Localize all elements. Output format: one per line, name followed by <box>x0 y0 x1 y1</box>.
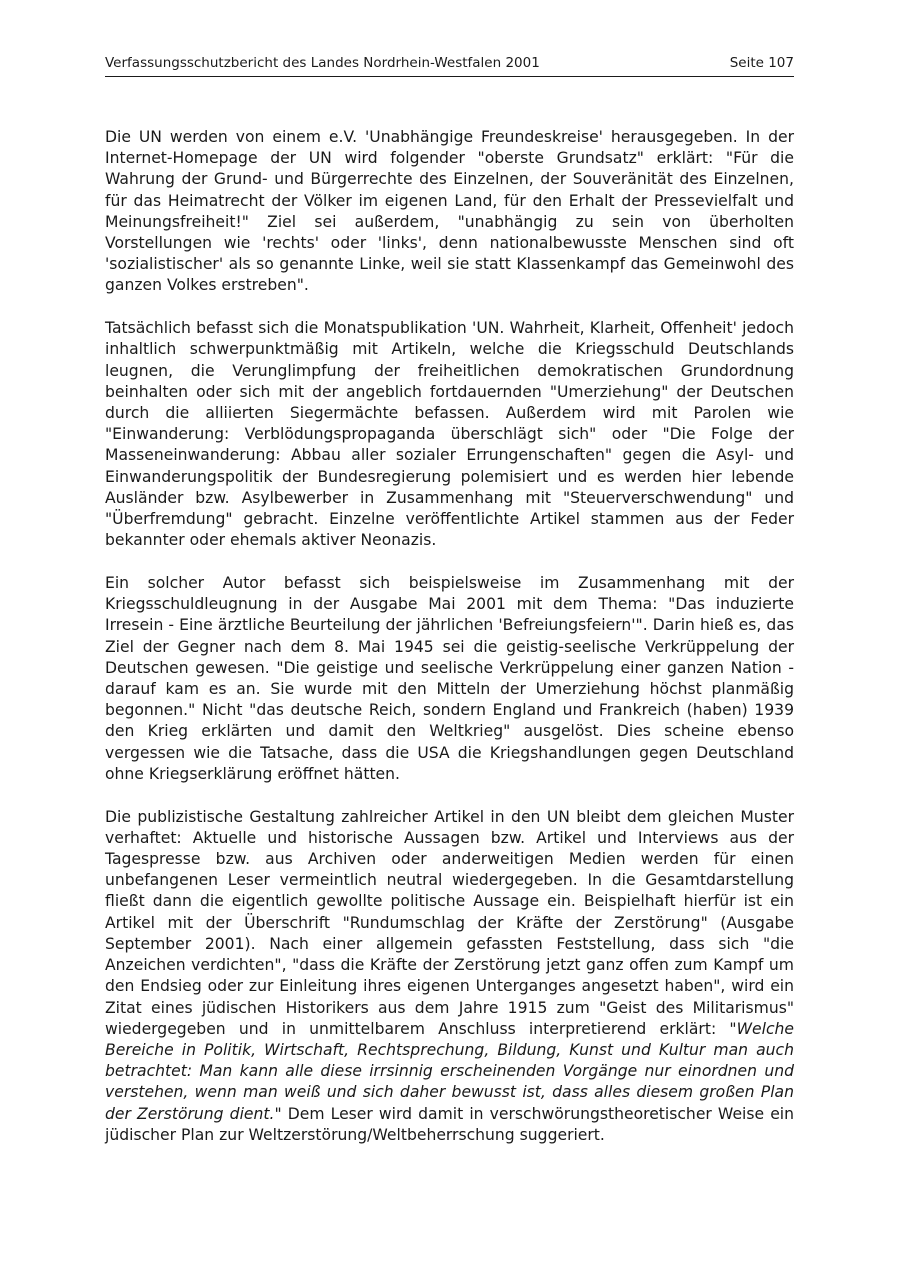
paragraph-4-lead: Die publizistische Gestaltung zahlreicher Artikel in den UN bleibt dem gleichen Muster verhaftet: Aktuelle und historische Aussagen bzw. Artikel und Interviews aus der Tagespresse bzw. aus Archiven oder anderweitigen Medien werden für einen unbefangenen Leser vermeintlich neutral wiedergegeben. In die Gesamtdarstellung fließt dann die eigentlich gewollte politische Aussage ein. Beispielhaft hierfür ist ein Artikel mit der Überschrift "Rundumschlag der Kräfte der Zerstörung" (Ausgabe September 2001). Nach einer allgemein gefassten Feststellung, dass sich "die Anzeichen verdichten", "dass die Kräfte der Zerstörung jetzt ganz offen zum Kampf um den Endsieg oder zur Einleitung ihres eigenen Unterganges angesetzt haben", wird ein Zitat eines jüdischen Historikers aus dem Jahre 1915 zum "Geist des Militarismus" wiedergegeben und in unmittelbarem Anschluss interpretierend erklärt: " <box>105 807 794 1038</box>
paragraph-4 <box>105 807 794 1146</box>
page-number: Seite 107 <box>729 55 794 71</box>
paragraph-2: Tatsächlich befasst sich die Monatspublikation 'UN. Wahrheit, Klarheit, Offenheit' jedoch inhaltlich schwerpunktmäßig mit Artikeln, welche die Kriegsschuld Deutschlands leugnen, die Verunglimpfung der freiheitlichen demokratischen Grundordnung beinhalten oder sich mit der angeblich fortdauernden "Umerziehung" der Deutschen durch die alliierten Siegermächte befassen. Außerdem wird mit Parolen wie "Einwanderung: Verblödungspropaganda überschlägt sich" oder "Die Folge der Masseneinwanderung: Abbau aller sozialer Errungenschaften" gegen die Asyl- und Einwanderungspolitik der Bundesregierung polemisiert und es werden hier lebende Ausländer bzw. Asylbewerber in Zusammenhang mit "Steuerverschwendung" und "Überfremdung" gebracht. Einzelne veröffentlichte Artikel stammen aus der Feder bekannter oder ehemals aktiver Neonazis. <box>105 319 794 550</box>
paragraph-3: Ein solcher Autor befasst sich beispielsweise im Zusammenhang mit der Kriegsschuldleugnung in der Ausgabe Mai 2001 mit dem Thema: "Das induzierte Irresein - Eine ärztliche Beurteilung der jährlichen 'Befreiungsfeiern'". Darin hieß es, das Ziel der Gegner nach dem 8. Mai 1945 sei die geistig-seelische Verkrüppelung der Deutschen gewesen. "Die geistige und seelische Verkrüppelung einer ganzen Nation - darauf kam es an. Sie wurde mit den Mitteln der Umerziehung höchst planmäßig begonnen." Nicht "das deutsche Reich, sondern England und Frankreich (haben) 1939 den Krieg erklärten und damit den Weltkrieg" ausgelöst. Dies scheine ebenso vergessen wie die Tatsache, dass die USA die Kriegshandlungen gegen Deutschland ohne Kriegserklärung eröffnet hätten. <box>105 574 794 783</box>
report-title: Verfassungsschutzbericht des Landes Nordrhein-Westfalen 2001 <box>105 55 540 71</box>
paragraph-1: Die UN werden von einem e.V. 'Unabhängige Freundeskreise' herausgegeben. In der Internet-Homepage der UN wird folgender "oberste Grundsatz" erklärt: "Für die Wahrung der Grund- und Bürgerrechte des Einzelnen, der Souveränität des Einzelnen, für das Heimatrecht der Völker im eigenen Land, für den Erhalt der Pressevielfalt und Meinungsfreiheit!" Ziel sei außerdem, "unabhängig zu sein von überholten Vorstellungen wie 'rechts' oder 'links', denn nationalbewusste Menschen sind oft 'sozialistischer' als so genannte Linke, weil sie statt Klassenkampf das Gemeinwohl des ganzen Volkes erstreben". <box>105 128 794 295</box>
page-header <box>105 55 794 77</box>
paragraph-4-quote: Welche Bereiche in Politik, Wirtschaft, Rechtsprechung, Bildung, Kunst und Kultur man auch betrachtet: Man kann alle diese irrsinnig erscheinenden Vorgänge nur einordnen und verstehen, wenn man weiß und sich daher bewusst ist, dass alles diesem großen Plan der Zerstörung dient. <box>105 1019 794 1123</box>
paragraph-4-tail: " Dem Leser wird damit in verschwörungstheoretischer Weise ein jüdischer Plan zur Weltzerstörung/Weltbeherrschung suggeriert. <box>105 1104 795 1144</box>
document-body <box>105 127 794 1168</box>
